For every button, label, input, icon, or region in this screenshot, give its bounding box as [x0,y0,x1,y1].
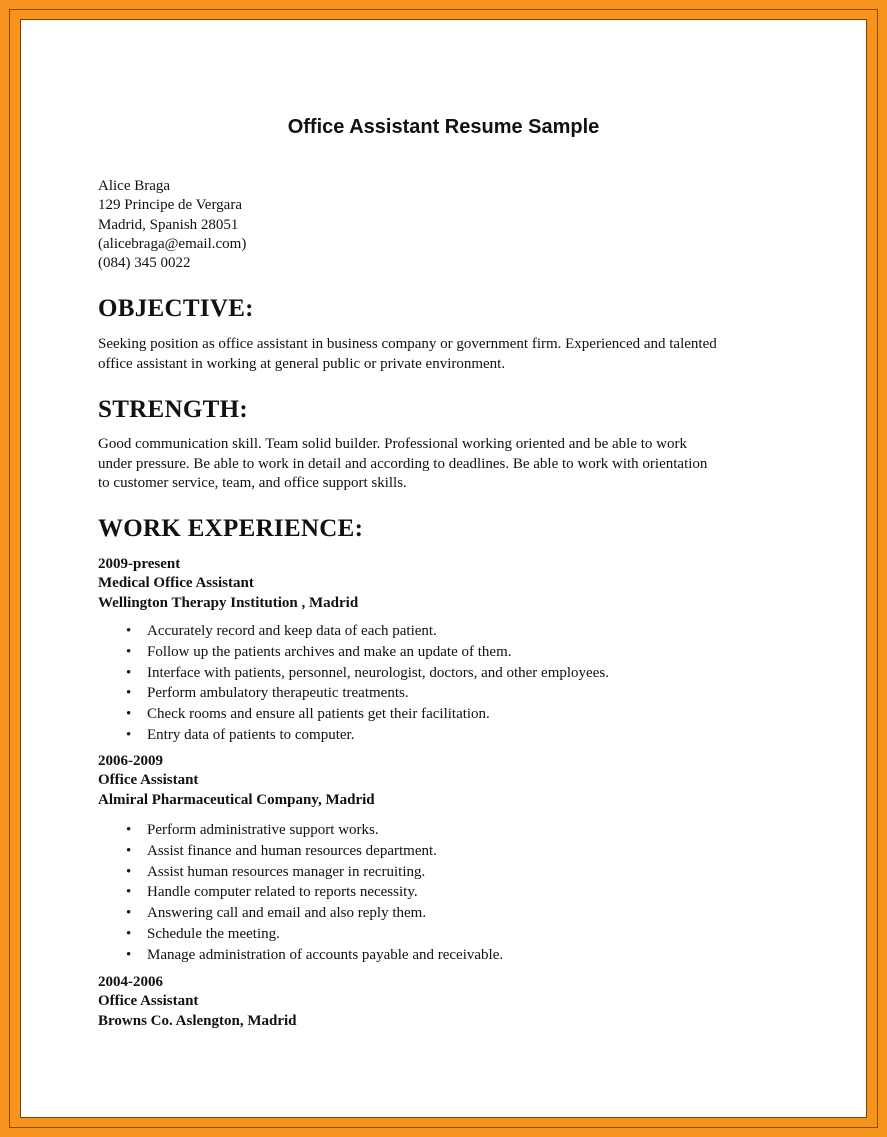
job-header [98,752,375,810]
duty-item: • Check rooms and ensure all patients get their facilitation. [98,704,609,725]
page-title: Office Assistant Resume Sample [287,116,600,138]
contact-city: Madrid, Spanish 28051 [98,216,239,233]
strength-heading: STRENGTH: [98,396,248,423]
objective-heading: OBJECTIVE: [98,295,254,322]
job-role: Medical Office Assistant [98,575,254,592]
duty-item: • Assist finance and human resources department. [98,841,503,862]
job-period: 2006-2009 [98,753,163,769]
duty-item: • Follow up the patients archives and make an update of them. [98,642,609,663]
duty-item: • Answering call and email and also reply them. [98,903,503,924]
objective-line: office assistant in working at general public or private environment. [98,355,506,372]
job-period: 2009-present [98,556,181,572]
duty-item: • Interface with patients, personnel, neurologist, doctors, and other employees. [98,663,609,684]
duty-item: • Accurately record and keep data of each patient. [98,621,609,642]
objective-line: Seeking position as office assistant in business company or government firm. Experienced and talented [98,336,717,352]
strength-text [98,435,798,494]
job-role: Office Assistant [98,772,199,789]
contact-block [98,177,246,273]
objective-text [98,335,798,374]
duty-item: • Manage administration of accounts payable and receivable. [98,945,503,966]
duty-item: • Perform ambulatory therapeutic treatments. [98,683,609,704]
contact-name: Alice Braga [98,178,171,194]
contact-street: 129 Principe de Vergara [98,197,242,214]
job-header [98,973,297,1031]
job-duties-list [98,621,609,746]
job-company: Wellington Therapy Institution , Madrid [98,594,359,611]
duty-item: • Entry data of patients to computer. [98,725,609,746]
job-header [98,555,358,613]
job-company: Almiral Pharmaceutical Company, Madrid [98,791,375,808]
duty-item: • Schedule the meeting. [98,924,503,945]
contact-email: (alicebraga@email.com) [98,235,247,252]
duty-item: • Assist human resources manager in recruiting. [98,862,503,883]
job-company: Browns Co. Aslengton, Madrid [98,1012,297,1029]
strength-line: Good communication skill. Team solid builder. Professional working oriented and be able to work [98,436,687,452]
job-role: Office Assistant [98,993,199,1010]
job-period: 2004-2006 [98,974,163,990]
duty-item: • Handle computer related to reports necessity. [98,882,503,903]
duty-item: • Perform administrative support works. [98,820,503,841]
job-duties-list [98,820,503,966]
strength-line: to customer service, team, and office support skills. [98,475,407,491]
strength-line: under pressure. Be able to work in detail and according to deadlines. Be able to work with orientation [98,455,708,472]
work-experience-heading: WORK EXPERIENCE: [98,515,364,542]
contact-phone: (084) 345 0022 [98,255,191,272]
